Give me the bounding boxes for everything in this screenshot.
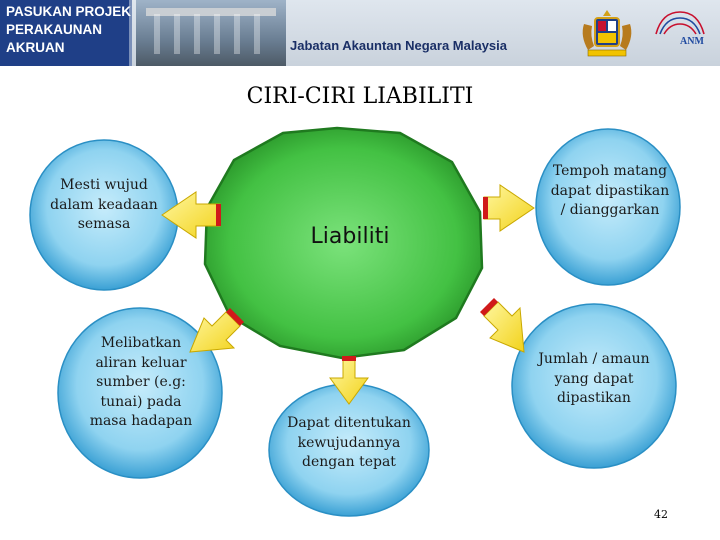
arrow-to-bottom-right — [480, 298, 524, 352]
arrow-to-top-right — [483, 185, 534, 231]
node-top-right-text: Tempoh matang dapat dipastikan / dianggarkan — [550, 163, 670, 218]
header-left-line-3: AKRUAN — [6, 40, 65, 55]
node-bottom-right-text: Jumlah / amaun yang dapat dipastikan — [538, 351, 650, 406]
page-number: 42 — [654, 508, 668, 521]
node-bottom-left-text: Melibatkan aliran keluar sumber (e.g: tunai) pada masa hadapan — [89, 335, 193, 429]
anm-logo-text: ANM — [680, 36, 704, 47]
center-label: Liabiliti — [310, 224, 390, 249]
header-left-line-1: PASUKAN PROJEK — [6, 4, 132, 19]
node-top-left-text: Mesti wujud dalam keadaan semasa — [50, 177, 158, 232]
page-title: CIRI-CIRI LIABILITI — [246, 84, 474, 109]
node-bottom-center-text: Dapat ditentukan kewujudannya dengan tepat — [287, 415, 411, 470]
header-left-line-2: PERAKAUNAN — [6, 22, 103, 37]
department-name: Jabatan Akauntan Negara Malaysia — [290, 38, 507, 53]
